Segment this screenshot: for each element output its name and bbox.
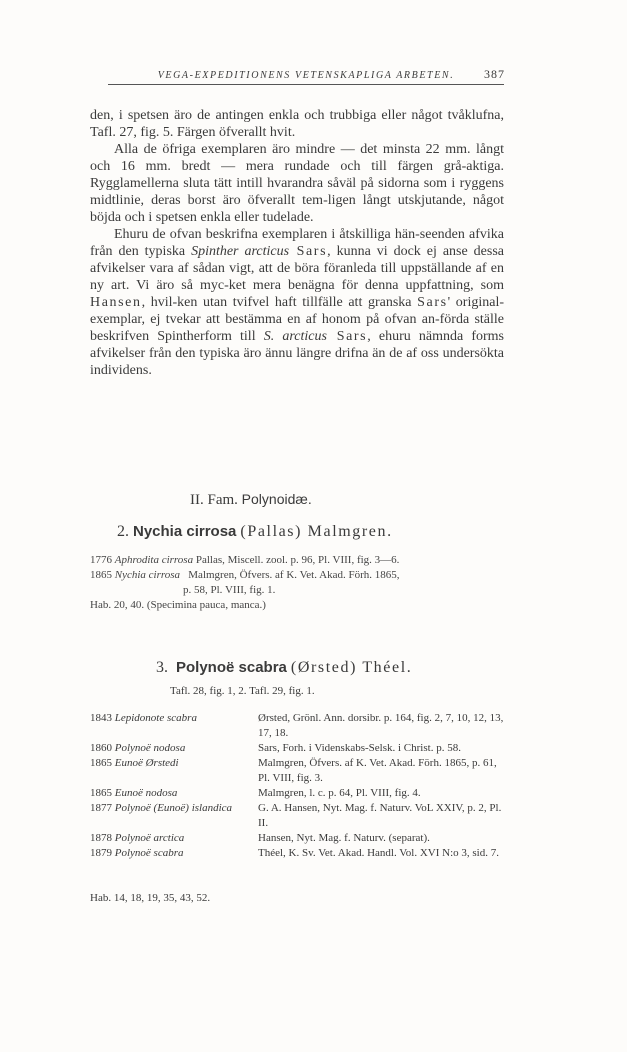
synonym-row — [90, 831, 510, 846]
family-heading — [190, 491, 312, 509]
synonym-taxon: Lepidonote scabra — [114, 712, 197, 724]
paragraph-1: den, i spetsen äro de antingen enkla och trubbiga eller något tvåklufna, Tafl. 27, fig. 5. Färgen öfverallt hvit. — [90, 108, 504, 140]
synonym-ref: Hansen, Nyt. Mag. f. Naturv. (separat). — [258, 832, 430, 844]
page-number: 387 — [484, 67, 505, 81]
species-1-number: 2. — [117, 523, 129, 540]
species-2-synonyms — [90, 711, 510, 861]
synonym-row — [90, 786, 510, 801]
synonym-ref: Malmgren, Öfvers. af K. Vet. Akad. Förh. 1865, p. 61, Pl. VIII, fig. 3. — [258, 757, 497, 784]
synonym-year: 1843 — [90, 712, 112, 724]
author-ref-3: Sars — [417, 295, 448, 310]
author-ref-4: Sars — [326, 329, 368, 344]
family-number: II. — [190, 492, 204, 508]
p3-part-d: ' original-exemplar, ej tvekar att bestämma en af honom på ofvan an-förda ställe beskrifven Spintherform till — [90, 295, 504, 344]
synonym-row — [90, 711, 510, 741]
synonym-taxon: Nychia cirrosa — [114, 569, 181, 581]
p3-part-e: , ehuru nämnda forms afvikelser från den typiska äro ännu längre drifna än de af oss undersökta individens. — [90, 329, 504, 378]
synonym-ref-cont: p. 58, Pl. VIII, fig. 1. — [183, 584, 276, 596]
synonym-row — [90, 756, 510, 786]
p3-part-b: , kunna vi dock ej anse dessa afvikelser vara af sådan vigt, att de böra föranleda till uppställande af en ny art. Vi äro så myc-ket mera benägna för denna uppfattning, som — [90, 244, 504, 293]
synonym-year: 1865 — [90, 757, 112, 769]
synonym-row — [90, 846, 510, 861]
synonym-taxon: Eunoë Ørstedi — [114, 757, 179, 769]
author-ref-1: Sars — [289, 244, 328, 259]
family-label: Fam. — [207, 492, 238, 508]
synonym-taxon: Polynoë scabra — [114, 847, 184, 859]
p3-part-a: Ehuru de ofvan beskrifna exemplaren i åtskilliga hän-seenden afvika från den typiska — [90, 227, 504, 259]
species-2-author: (Ørsted) Théel. — [290, 659, 413, 676]
species-2-habitat: Hab. 14, 18, 19, 35, 43, 52. — [90, 892, 211, 904]
synonym-ref: Sars, Forh. i Videnskabs-Selsk. i Christ. p. 58. — [258, 742, 461, 754]
synonym-ref: Pallas, Miscell. zool. p. 96, Pl. VIII, fig. 3—6. — [195, 554, 400, 566]
family-name: Polynoidæ. — [241, 491, 312, 507]
author-ref-2: Hansen — [90, 295, 142, 310]
species-1-title — [117, 523, 393, 541]
synonym-year: 1860 — [90, 742, 112, 754]
synonym-taxon: Polynoë nodosa — [114, 742, 186, 754]
synonym-taxon: Aphrodita cirrosa — [114, 554, 194, 566]
body-text — [90, 107, 504, 379]
synonym-year: 1878 — [90, 832, 112, 844]
synonym-ref: Ørsted, Grönl. Ann. dorsibr. p. 164, fig. 2, 7, 10, 12, 13, 17, 18. — [258, 712, 504, 739]
synonym-year: 1877 — [90, 802, 112, 814]
synonym-year: 1776 — [90, 554, 112, 566]
synonym-taxon: Polynoë arctica — [114, 832, 185, 844]
synonym-year: 1865 — [90, 787, 112, 799]
species-2-name: Polynoë scabra — [176, 659, 287, 676]
species-1-habitat: Hab. 20, 40. (Specimina pauca, manca.) — [90, 599, 266, 611]
species-1-name: Nychia cirrosa — [133, 523, 237, 540]
synonym-year: 1865 — [90, 569, 112, 581]
running-title: VEGA-EXPEDITIONENS VETENSKAPLIGA ARBETEN. — [108, 70, 504, 85]
synonym-year: 1879 — [90, 847, 112, 859]
synonym-row — [90, 553, 510, 568]
p3-part-c: , hvil-ken utan tvifvel haft tillfälle att granska — [141, 295, 418, 310]
paragraph-2: Alla de öfriga exemplaren äro mindre — det minsta 22 mm. långt och 16 mm. bredt — mera rundade och till färgen grå-aktiga. Rygglamellerna sluta tätt intill hvarandra såväl på sidorna som i ryggens midtlinie, deras borst äro öfverallt tem-ligen långt utskjutande, något böjda och i spetsen enkla eller tudelade. — [90, 142, 504, 225]
synonym-taxon: Polynoë (Eunoë) islandica — [114, 802, 233, 814]
species-2-plates: Tafl. 28, fig. 1, 2. Tafl. 29, fig. 1. — [170, 685, 315, 697]
synonym-row — [90, 801, 510, 831]
species-1-synonyms — [90, 553, 510, 613]
paragraph-3 — [90, 226, 504, 379]
species-ref-1: Spinther arcticus — [191, 244, 290, 259]
synonym-ref: Malmgren, Öfvers. af K. Vet. Akad. Förh. 1865, — [188, 569, 400, 581]
synonym-taxon: Eunoë nodosa — [114, 787, 178, 799]
synonym-ref: Théel, K. Sv. Vet. Akad. Handl. Vol. XVI N:o 3, sid. 7. — [258, 847, 499, 859]
species-1-author: (Pallas) Malmgren. — [240, 523, 393, 540]
synonym-row — [90, 741, 510, 756]
species-ref-2: S. arcticus — [263, 329, 327, 344]
synonym-ref: Malmgren, l. c. p. 64, Pl. VIII, fig. 4. — [258, 787, 421, 799]
synonym-ref: G. A. Hansen, Nyt. Mag. f. Naturv. VoL XXIV, p. 2, Pl. II. — [258, 802, 502, 829]
synonym-row-continuation — [90, 583, 510, 598]
species-2-number: 3. — [156, 659, 168, 676]
synonym-row — [90, 568, 510, 583]
species-2-title — [156, 659, 412, 677]
